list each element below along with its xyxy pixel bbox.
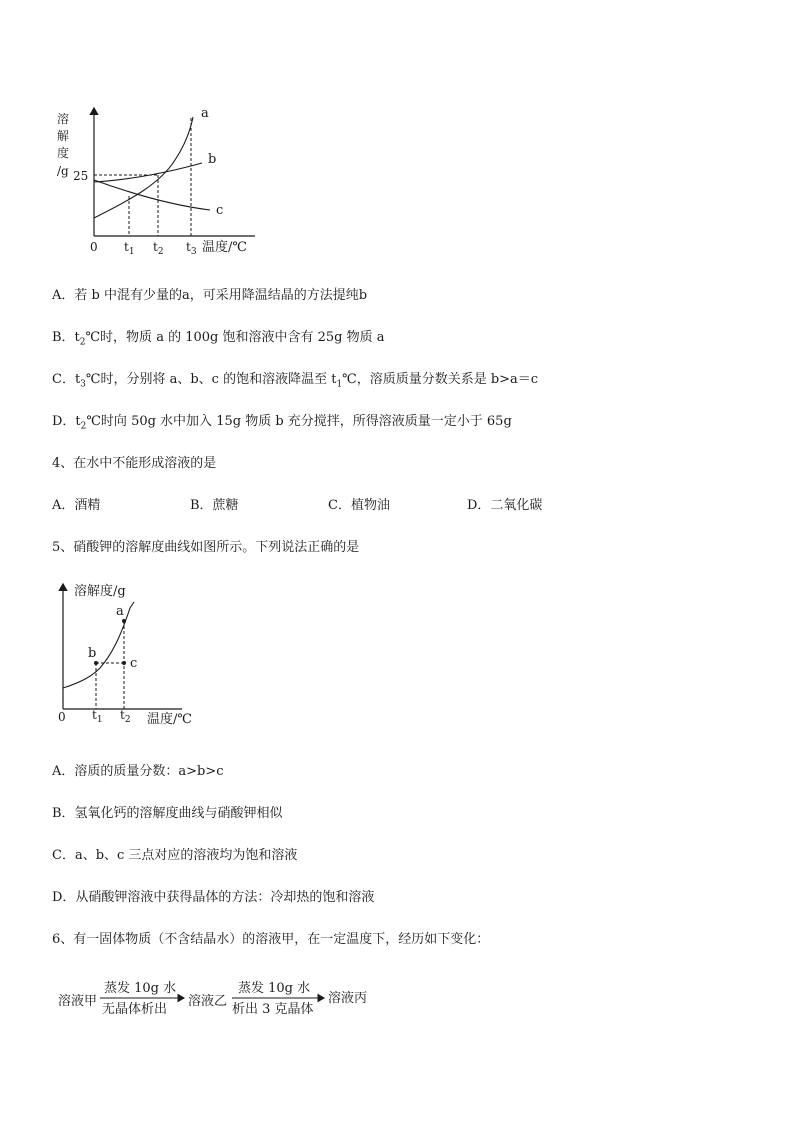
y-axis-label-2: 解 xyxy=(57,129,70,143)
q3-option-b: B．$t_2℃$时，物质 a 的 100g 饱和溶液中含有 25g 物质 a xyxy=(52,330,385,348)
point-b xyxy=(94,661,98,665)
x-tick-t1: $t_1$ xyxy=(124,240,135,257)
x-origin: 0 xyxy=(58,710,66,724)
y-axis-label: 溶解度/g xyxy=(74,584,126,599)
q4-option-a: A．酒精 xyxy=(52,498,101,513)
point-label-c: c xyxy=(130,656,138,671)
curve-label-a: a xyxy=(201,106,209,121)
x-tick-t2: $t_2$ xyxy=(153,240,164,257)
flow-start: 溶液甲 xyxy=(58,994,98,1009)
q4-option-d: D．二氧化碳 xyxy=(467,498,543,513)
q4-stem: 4、在水中不能形成溶液的是 xyxy=(52,456,217,471)
curve-label-b: b xyxy=(208,152,217,167)
q6-stem: 6、有一固体物质（不含结晶水）的溶液甲，在一定温度下，经历如下变化： xyxy=(52,932,490,947)
solubility-chart-abc xyxy=(50,100,260,260)
flow-step1-bottom: 无晶体析出 xyxy=(102,1002,168,1017)
q4-option-c: C．植物油 xyxy=(328,498,390,513)
q5-stem: 5、硝酸钾的溶解度曲线如图所示。下列说法正确的是 xyxy=(52,540,360,555)
q3-option-c: C．$t_3℃$时，分别将 a、b、c 的饱和溶液降温至 $t_1℃$，溶质质量分数关系是 b>a＝c xyxy=(52,372,539,390)
x-tick-t1: $t_1$ xyxy=(92,708,103,725)
q3-option-d: D．$t_2℃$时向 50g 水中加入 15g 物质 b 充分搅拌，所得溶液质量一定小于 65g xyxy=(52,414,512,432)
q5-option-b: B．氢氧化钙的溶解度曲线与硝酸钾相似 xyxy=(52,806,283,821)
q5-option-a: A．溶质的质量分数：a>b>c xyxy=(52,764,224,779)
flow-step1-top: 蒸发 10g 水 xyxy=(104,981,177,996)
point-a xyxy=(122,619,126,623)
curve-a xyxy=(94,117,193,218)
x-tick-t2: $t_2$ xyxy=(120,708,131,725)
flow-end: 溶液丙 xyxy=(328,991,368,1006)
curve-label-c: c xyxy=(216,203,224,218)
curve-b xyxy=(94,163,202,182)
x-origin: 0 xyxy=(90,240,98,254)
kno3-solubility-chart xyxy=(52,578,212,728)
point-label-a: a xyxy=(116,604,124,619)
flow-step2-top: 蒸发 10g 水 xyxy=(238,981,311,996)
flow-step2-bottom: 析出 3 克晶体 xyxy=(232,1002,314,1017)
x-axis-label: 温度/℃ xyxy=(147,712,192,727)
q3-option-a: A．若 b 中混有少量的a，可采用降温结晶的方法提纯b xyxy=(52,288,368,303)
y-axis-label-4: /g xyxy=(57,164,69,178)
q5-option-d: D．从硝酸钾溶液中获得晶体的方法：冷却热的饱和溶液 xyxy=(52,890,375,905)
q6-flow-diagram xyxy=(56,975,386,1025)
x-axis-label: 温度/℃ xyxy=(202,240,247,255)
q5-option-c: C．a、b、c 三点对应的溶液均为饱和溶液 xyxy=(52,848,298,863)
q4-option-b: B．蔗糖 xyxy=(190,498,239,513)
y-axis-label-3: 度 xyxy=(57,146,70,160)
flow-middle: 溶液乙 xyxy=(188,994,228,1009)
point-label-b: b xyxy=(88,646,97,661)
y-tick-25: 25 xyxy=(73,169,89,183)
x-tick-t3: $t_3$ xyxy=(186,240,197,257)
point-c xyxy=(122,661,126,665)
y-axis-label-1: 溶 xyxy=(57,112,70,126)
